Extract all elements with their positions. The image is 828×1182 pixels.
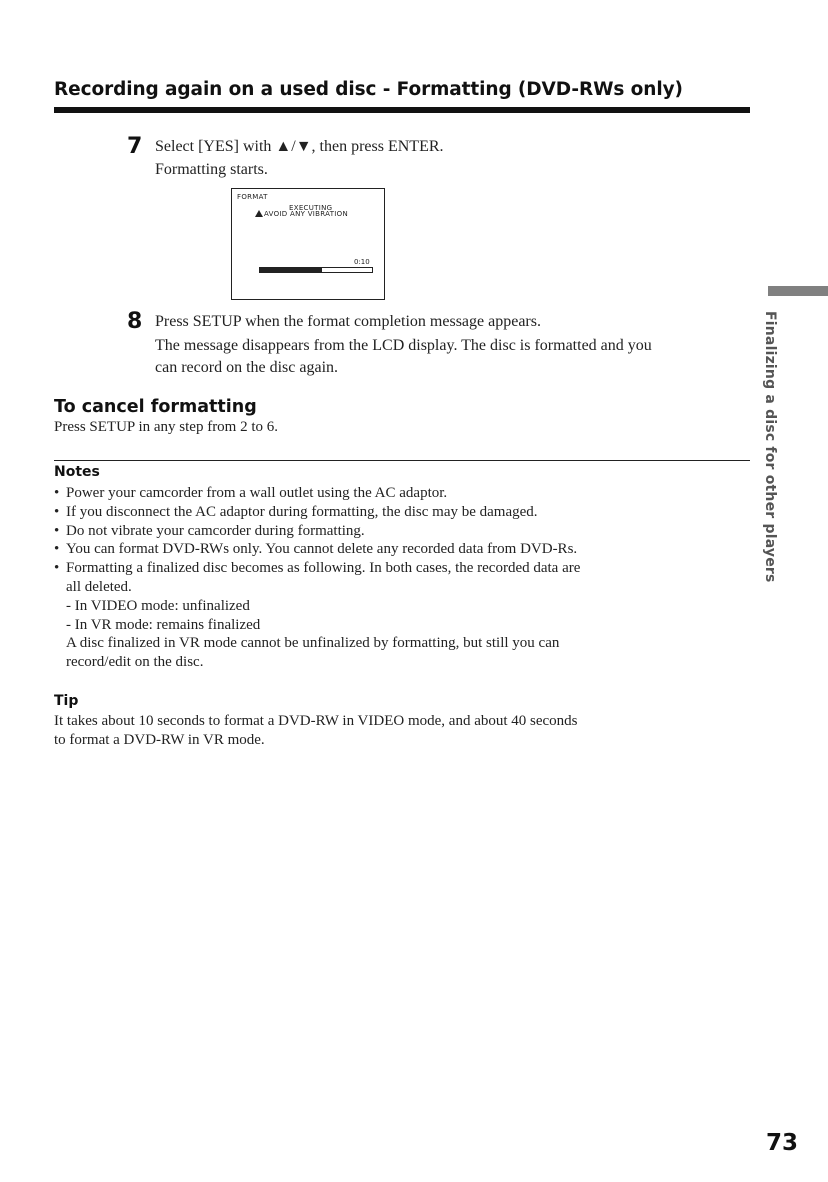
step-8-desc-line2: can record on the disc again. [155, 359, 339, 376]
screen-warning-text: AVOID ANY VIBRATION [264, 210, 348, 218]
tip-line1: It takes about 10 seconds to format a DVD-RW in VIDEO mode, and about 40 seconds [54, 713, 578, 729]
tip-line2: to format a DVD-RW in VR mode. [54, 732, 265, 748]
screen-status: EXECUTING [289, 204, 333, 212]
screen-format-label: FORMAT [237, 193, 268, 201]
step-8-desc-line1: The message disappears from the LCD display. The disc is formatted and you [155, 337, 652, 354]
note-sub-item: - In VIDEO mode: unfinalized [66, 597, 250, 614]
note-item: • Formatting a finalized disc becomes as following. In both cases, the recorded data are [54, 560, 581, 577]
notes-heading: Notes [54, 464, 100, 480]
note-item: • Power your camcorder from a wall outlet using the AC adaptor. [54, 485, 448, 501]
lcd-screen-illustration [231, 188, 385, 300]
step-7-number: 7 [127, 134, 143, 159]
page-number: 73 [766, 1130, 799, 1156]
step-7-result: Formatting starts. [155, 161, 268, 178]
page-header-title: Recording again on a used disc - Formatting (DVD-RWs only) [54, 79, 683, 100]
note-sub-item: - In VR mode: remains finalized [66, 616, 261, 633]
tip-heading: Tip [54, 693, 79, 709]
screen-warning [255, 210, 348, 218]
note-continuation: all deleted. [66, 578, 132, 595]
side-tab-label: Finalizing a disc for other players [762, 311, 778, 583]
step-8-instruction: Press SETUP when the format completion message appears. [155, 313, 541, 330]
note-item: • If you disconnect the AC adaptor during formatting, the disc may be damaged. [54, 503, 538, 520]
side-tab-marker [768, 286, 828, 296]
step-8-number: 8 [127, 309, 143, 334]
note-item: • Do not vibrate your camcorder during formatting. [54, 522, 365, 539]
note-item: • You can format DVD-RWs only. You cannot delete any recorded data from DVD-Rs. [54, 541, 578, 558]
note-extra-line1: A disc finalized in VR mode cannot be unfinalized by formatting, but still you can [66, 635, 560, 652]
cancel-heading: To cancel formatting [54, 397, 257, 417]
screen-progress-bar [259, 267, 373, 273]
screen-progress-fill [260, 268, 322, 272]
notes-list [54, 484, 580, 672]
step-7-instruction: Select [YES] with ▲/▼, then press ENTER. [155, 138, 444, 155]
note-extra-line2: record/edit on the disc. [66, 654, 204, 671]
warning-icon [255, 210, 263, 217]
header-rule [54, 107, 750, 113]
screen-time: 0:10 [354, 258, 370, 266]
notes-divider [54, 460, 750, 461]
cancel-text: Press SETUP in any step from 2 to 6. [54, 419, 279, 435]
